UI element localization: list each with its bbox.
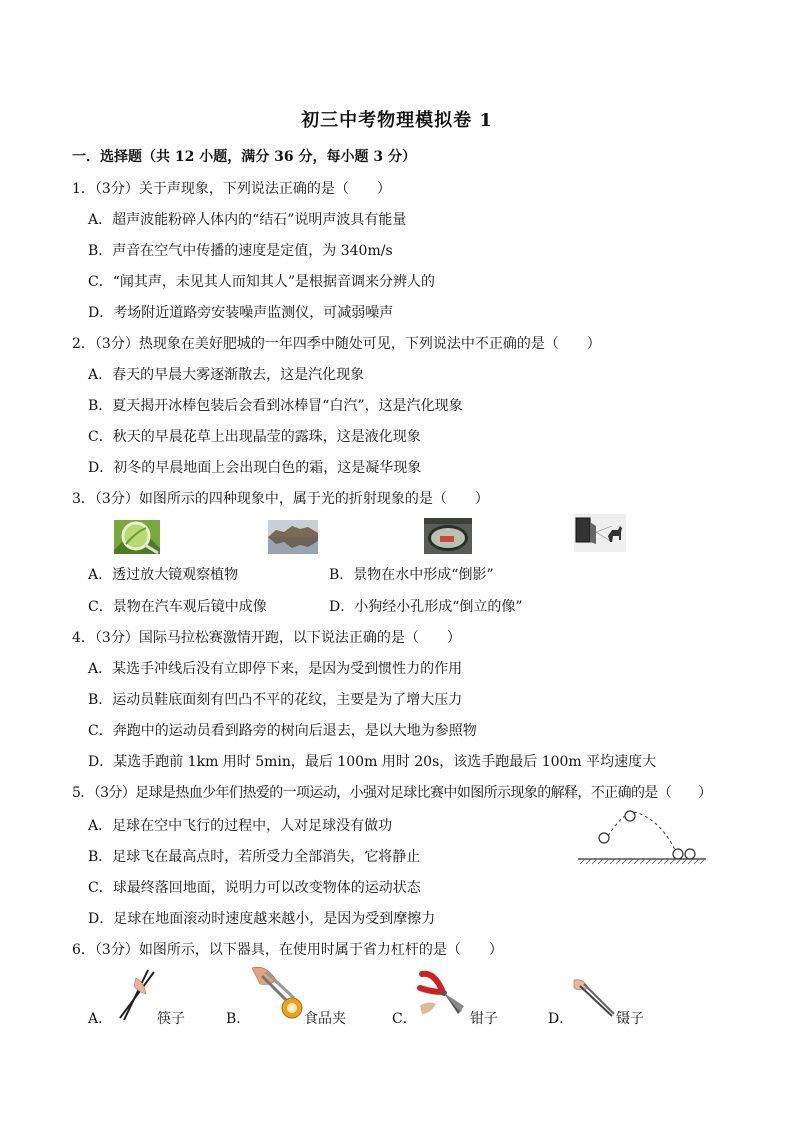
question-1-option-d: D．考场附近道路旁安装噪声监测仪，可减弱噪声 — [88, 305, 394, 321]
page-title: 初三中考物理模拟卷 1 — [301, 110, 493, 131]
question-5-stem: 5．（3分）足球是热血少年们热爱的一项运动，小强对足球比赛中如图所示现象的解释，不正确的是（ ） — [72, 785, 712, 801]
question-6-option-b-label: 食品夹 — [304, 1011, 346, 1027]
reflection-icon — [268, 520, 318, 554]
magnifier-icon — [114, 520, 160, 554]
question-5-option-b: B．足球飞在最高点时，若所受力全部消失，它将静止 — [88, 849, 421, 865]
question-3-option-b: B．景物在水中形成“倒影” — [329, 567, 494, 583]
question-6-stem: 6．（3分）如图所示，以下器具，在使用时属于省力杠杆的是（ ） — [72, 942, 503, 958]
section-heading: 一．选择题（共 12 小题，满分 36 分，每小题 3 分） — [72, 149, 416, 165]
pliers-icon — [414, 966, 470, 1024]
question-2-option-a: A．春天的早晨大雾逐渐散去，这是汽化现象 — [88, 367, 365, 383]
question-6-option-c-letter: C． — [392, 1011, 417, 1027]
question-6-option-d-label: 镊子 — [616, 1011, 644, 1027]
car-mirror-icon — [424, 518, 472, 554]
pinhole-dog-image — [574, 514, 626, 552]
question-5-option-d: D．足球在地面滚动时速度越来越小，是因为受到摩擦力 — [88, 911, 436, 927]
magnifier-plant-image — [114, 520, 160, 554]
water-reflection-image — [268, 520, 318, 554]
ball-icon — [685, 849, 695, 859]
question-6-option-b-letter: B． — [226, 1011, 251, 1027]
car-mirror-image — [424, 518, 472, 554]
question-1-option-a: A．超声波能粉碎人体内的“结石”说明声波具有能量 — [88, 212, 407, 228]
question-1-stem: 1．（3分）关于声现象，下列说法正确的是（ ） — [72, 181, 391, 197]
question-3-option-c: C．景物在汽车观后镜中成像 — [88, 599, 267, 615]
question-6-option-a-label: 筷子 — [157, 1011, 185, 1027]
chopsticks-icon — [114, 968, 156, 1022]
tweezers-icon — [570, 976, 616, 1022]
food-tongs-icon — [248, 962, 304, 1024]
question-5-option-c: C．球最终落回地面，说明力可以改变物体的运动状态 — [88, 880, 421, 896]
ground-hatching — [580, 859, 705, 864]
question-1-option-b: B．声音在空气中传播的速度是定值，为 340m/s — [88, 243, 393, 259]
question-4-stem: 4．（3分）国际马拉松赛激情开跑，以下说法正确的是（ ） — [72, 630, 461, 646]
question-4-option-b: B．运动员鞋底面刻有凹凸不平的花纹，主要是为了增大压力 — [88, 692, 463, 708]
question-4-option-a: A．某选手冲线后没有立即停下来，是因为受到惯性力的作用 — [88, 661, 463, 677]
question-4-option-d: D．某选手跑前 1km 用时 5min，最后 100m 用时 20s，该选手跑最后 100m 平均速度大 — [88, 754, 657, 770]
ball-icon — [673, 849, 683, 859]
question-3-option-d: D．小狗经小孔形成“倒立的像” — [329, 599, 523, 615]
trajectory-path — [608, 812, 676, 852]
question-6-option-a-letter: A． — [88, 1011, 113, 1027]
question-6-option-c-label: 钳子 — [470, 1011, 498, 1027]
question-2-stem: 2．（3分）热现象在美好肥城的一年四季中随处可见，下列说法中不正确的是（ ） — [72, 336, 601, 352]
question-6-option-d-letter: D． — [548, 1011, 574, 1027]
ball-icon — [625, 811, 635, 821]
question-1-option-c: C．“闻其声，未见其人而知其人”是根据音调来分辨人的 — [88, 274, 436, 290]
pinhole-camera-icon — [574, 514, 626, 552]
question-4-option-c: C．奔跑中的运动员看到路旁的树向后退去，是以大地为参照物 — [88, 723, 477, 739]
football-trajectory-diagram — [574, 808, 710, 870]
question-2-option-b: B．夏天揭开冰棒包装后会看到冰棒冒“白汽”，这是汽化现象 — [88, 398, 463, 414]
question-3-option-a: A．透过放大镜观察植物 — [88, 567, 239, 583]
ball-icon — [599, 833, 609, 843]
question-3-stem: 3．（3分）如图所示的四种现象中，属于光的折射现象的是（ ） — [72, 491, 489, 507]
question-2-option-c: C．秋天的早晨花草上出现晶莹的露珠，这是液化现象 — [88, 429, 421, 445]
question-2-option-d: D．初冬的早晨地面上会出现白色的霜，这是凝华现象 — [88, 460, 422, 476]
question-5-option-a: A．足球在空中飞行的过程中，人对足球没有做功 — [88, 818, 393, 834]
